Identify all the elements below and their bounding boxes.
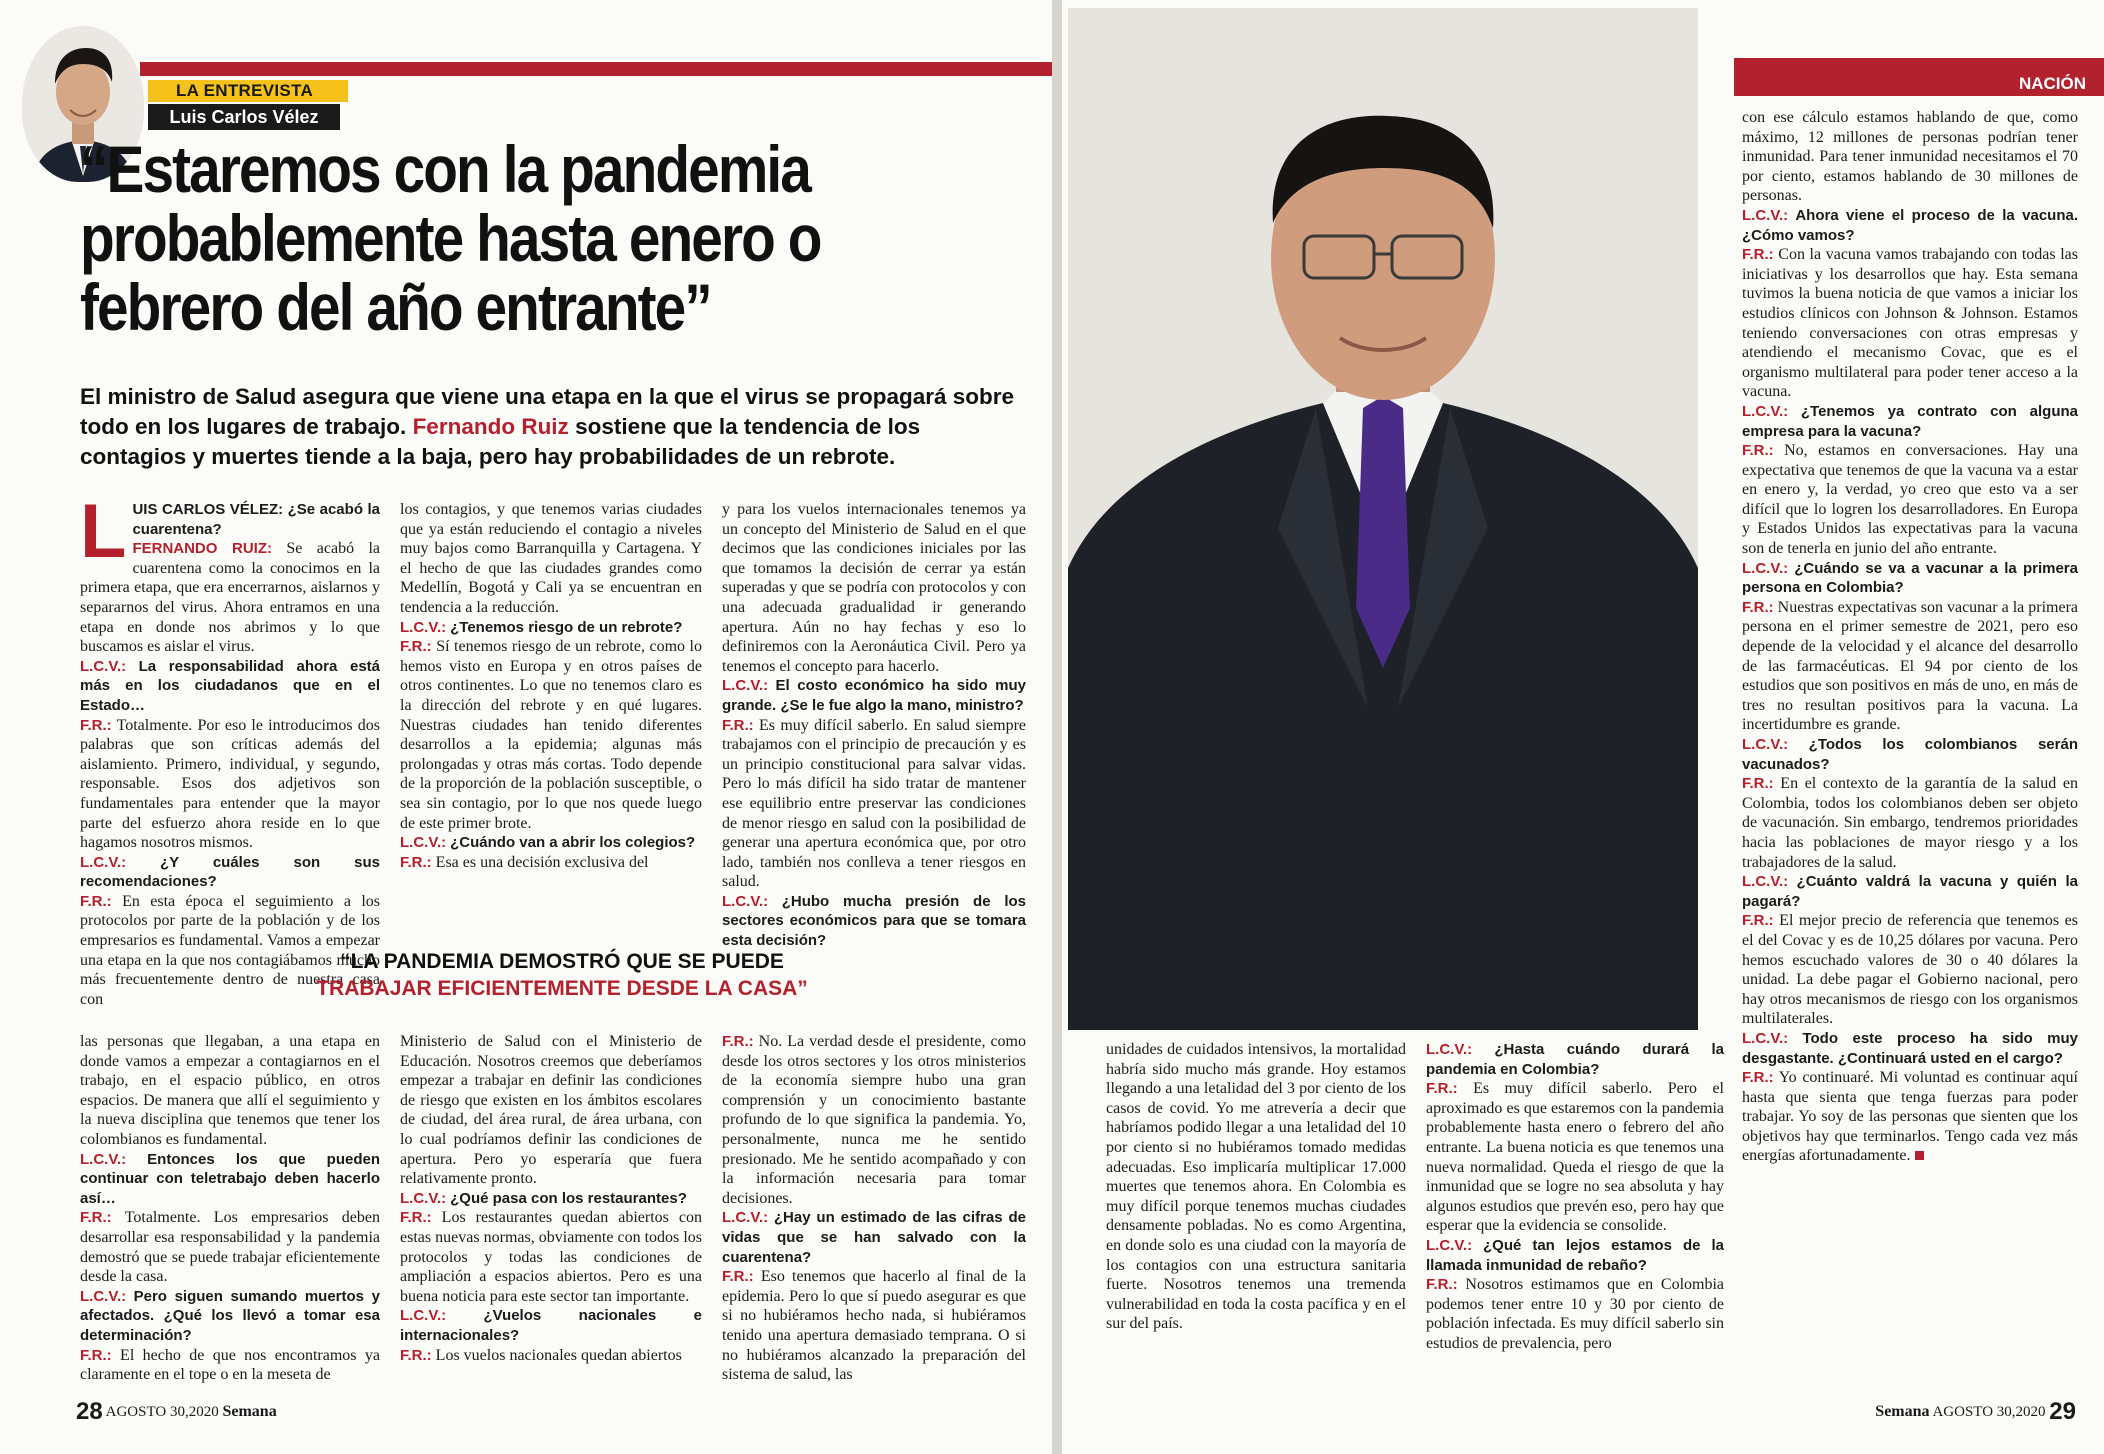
question-label: L.C.V.: <box>80 853 127 871</box>
question-label: L.C.V.: <box>1742 559 1789 577</box>
paragraph <box>722 1267 1026 1385</box>
question: Entonces los que pueden continuar con teletrabajo deben hacerlo así… <box>80 1150 380 1207</box>
answer: El hecho de que nos encontramos ya claramente en el tope o en la meseta de <box>80 1346 380 1384</box>
headline: “Estaremos con la pandemia probablemente hasta enero o febrero del año entrante” <box>80 132 821 344</box>
answer: Sí tenemos riesgo de un rebrote, como lo hemos visto en Europa y en otros países de otros continentes. Lo que no tenemos claro es la dirección del rebrote y en qué lugares. Nuestras ciudades han tenido diferentes desarrollos a la epidemia; algunas más prolongadas y otras más cortas. Todo depende de la proporción de la población susceptible, o sea sin contagio, por lo que nos quede luego de este primer brote. <box>400 638 702 832</box>
question-label: L.C.V.: <box>1426 1236 1473 1254</box>
byline: Luis Carlos Vélez <box>148 104 340 130</box>
column-2-lower <box>400 1032 702 1365</box>
question: ¿Qué tan lejos estamos de la llamada inmunidad de rebaño? <box>1426 1236 1725 1274</box>
right-column <box>1742 108 2078 1166</box>
answer-label: F.R.: <box>400 853 432 871</box>
paragraph <box>80 489 380 657</box>
answer: Yo continuaré. Mi voluntad es continuar aquí hasta que sienta que tenga fuerzas para poder trabajar. Yo soy de las personas que sienten que los objetivos hay que terminarlos. Tengo cada vez más energías afortunadamente. <box>1742 1069 2078 1165</box>
question-label: L.C.V.: <box>722 1209 769 1227</box>
question-label: L.C.V.: <box>80 1287 127 1305</box>
answer-label: F.R.: <box>722 716 754 734</box>
paragraph <box>1426 1079 1724 1236</box>
right-red-rule <box>1734 58 2104 72</box>
answer-label: F.R.: <box>80 892 112 910</box>
answer-label: F.R.: <box>722 1033 754 1050</box>
answer-label: F.R.: <box>1742 1069 1774 1087</box>
question: ¿Hay un estimado de las cifras de vidas que se han salvado con la cuarentena? <box>722 1209 1026 1266</box>
question-label: L.C.V.: <box>722 892 769 910</box>
question-label: L.C.V.: <box>1742 206 1789 224</box>
issue-date: AGOSTO 30,2020 <box>105 1404 219 1420</box>
paragraph <box>1742 872 2078 911</box>
answer: Nosotros estimamos que en Colombia podemos tener entre 10 y 30 por ciento de población infectada. Es muy difícil saberlo sin estudios de prevalencia, pero <box>1426 1276 1724 1352</box>
answer: En el contexto de la garantía de la salud en Colombia, todos los colombianos deben ser objeto de vacunación. Sin embargo, tendremos prioridades hacia las poblaciones de mayor riesgo y a los trabajadores de la salud. <box>1742 775 2078 871</box>
question: ¿Hubo mucha presión de los sectores económicos para que se tomara esta decisión? <box>722 892 1027 950</box>
section-kicker: LA ENTREVISTA <box>148 80 348 102</box>
paragraph: unidades de cuidados intensivos, la mortalidad habría sido mucho más grande. Hoy estamos llegando a una letalidad del 3 por ciento de los casos de covid. Yo me atrevería a decir que habríamos podido llegar a una letalidad del 10 por ciento si no hubiéramos tomado medidas adecuadas. Eso implicaría multiplicar 17.000 muertes que tenemos ahora. En Colombia es muy difícil porque tenemos muchas ciudades densamente pobladas. No es como Argentina, en donde solo es una ciudad con la mayoría de los contagios con una estructura sanitaria fuerte. Nosotros tenemos una tremenda vulnerabilidad en toda la costa pacífica y en el sur del país. <box>1106 1041 1406 1333</box>
dek-part-1: El ministro de Salud asegura que viene una etapa en la que el virus se propagará sobre todo en los lugares de trabajo. <box>80 384 1015 439</box>
paragraph: y para los vuelos internacionales tenemos ya un concepto del Ministerio de Salud en el que decimos que las condiciones iniciales por las que tomamos la decisión de cerrar ya están superadas y que se podría con protocolos y con una adecuada gradualidad ir generando apertura. Aún no hay fechas y eso lo definiremos con la Aeronáutica Civil. Pero ya tenemos el concepto para hacerlo. <box>722 501 1026 675</box>
answer-label: F.R.: <box>1742 442 1774 460</box>
question-label: L.C.V.: <box>400 618 447 636</box>
answer-label: F.R.: <box>400 1346 432 1364</box>
page-number: 29 <box>2049 1398 2076 1425</box>
photo-credit: FOTO: JUAN CARLOS SIERRA <box>1682 762 1691 880</box>
paragraph <box>1742 441 2078 559</box>
answer: Es muy difícil saberlo. Pero el aproximado es que estaremos con la pandemia probablemente hasta enero o febrero del año entrante. La buena noticia es que tenemos una nueva normalidad. Queda el riesgo de que la inmunidad que se logre no sea absoluta y hay algunos estudios que prevén eso, pero hay que esperar que la evidencia se consolide. <box>1426 1080 1724 1235</box>
paragraph <box>80 657 380 716</box>
question: ¿Y cuáles son sus recomendaciones? <box>80 853 380 891</box>
question: Todo este proceso ha sido muy desgastante. ¿Continuará usted en el cargo? <box>1742 1029 2078 1067</box>
paragraph <box>1742 206 2078 245</box>
question-label: L.C.V.: <box>1742 873 1789 891</box>
answer-label: F.R.: <box>1742 246 1774 264</box>
answer-label: F.R.: <box>722 1268 754 1286</box>
question: ¿Vuelos nacionales e internacionales? <box>400 1307 703 1344</box>
paragraph <box>1742 559 2078 598</box>
answer: El mejor precio de referencia que tenemos es el del Covac y es de 10,25 dólares por vacuna. Pero hemos escuchado valores de 30 o 40 dólares la unidad. La debe pagar el Gobierno nacional, pero hay otros mecanismos de riesgo con los organismos multilaterales. <box>1742 912 2078 1028</box>
question: Pero siguen sumando muertos y afectados. ¿Qué los llevó a tomar esa determinación? <box>80 1287 380 1344</box>
paragraph <box>1426 1236 1724 1275</box>
folio-left <box>76 1398 277 1426</box>
column-2-upper <box>400 500 702 872</box>
paragraph <box>1742 735 2078 774</box>
issue-date: AGOSTO 30,2020 <box>1932 1404 2046 1420</box>
pull-quote-line-1: “LA PANDEMIA DEMOSTRÓ QUE SE PUEDE <box>340 950 784 973</box>
question-label: L.C.V.: <box>80 657 127 675</box>
paragraph <box>1742 1029 2078 1068</box>
question-label: L.C.V.: <box>722 677 769 695</box>
answer: Totalmente. Por eso le introducimos dos palabras que son críticas además del aislamiento. Primero, individual, y segundo, responsable. Esos dos adjetivos son fundamentales para entender que la mayor parte del esfuerzo ahora reside en lo que hagamos nosotros mismos. <box>80 716 380 852</box>
top-red-rule <box>140 62 1052 76</box>
folio-right <box>1875 1398 2076 1426</box>
question: ¿Tenemos ya contrato con alguna empresa para la vacuna? <box>1742 402 2079 440</box>
paragraph <box>722 1208 1026 1267</box>
paragraph <box>80 1150 380 1209</box>
question: El costo económico ha sido muy grande. ¿Se le fue algo la mano, ministro? <box>722 677 1026 714</box>
question: Ahora viene el proceso de la vacuna. ¿Cómo vamos? <box>1742 206 2079 244</box>
paragraph <box>1742 774 2078 872</box>
paragraph <box>722 676 1026 715</box>
end-mark-icon <box>1915 1151 1924 1160</box>
paragraph <box>400 1346 702 1366</box>
column-3-upper <box>722 500 1026 951</box>
answer: Los vuelos nacionales quedan abiertos <box>431 1346 682 1364</box>
paragraph <box>80 716 380 853</box>
section-tag: NACIÓN <box>1734 72 2104 96</box>
answer: Es muy difícil saberlo. En salud siempre trabajamos con el principio de precaución y es un principio constitucional para salvar vidas. Pero lo más difícil ha sido tratar de mantener ese equilibrio entre preservar las condiciones de menor riesgo en salud con la posibilidad de generar una apertura económica que, por otro lado, también nos conlleva a tener riesgos en salud. <box>722 716 1026 891</box>
column-1-upper <box>80 489 381 1009</box>
pull-quote-line-2: TRABAJAR EFICIENTEMENTE DESDE LA CASA” <box>316 977 808 1000</box>
paragraph <box>400 637 702 833</box>
question-label: L.C.V.: <box>1742 736 1789 753</box>
bottom-column-2 <box>1426 1040 1724 1354</box>
paragraph <box>400 833 702 853</box>
answer: No. La verdad desde el presidente, como desde los otros sectores y los otros ministerios de la economía siempre hubo una gran comprensión y un conocimiento bastante profundo de lo que significa la pandemia. Yo, personalmente, nunca me he sentido presionado. Me he sentido acompañado y con la información necesaria para tomar decisiones. <box>722 1033 1026 1207</box>
paragraph <box>1426 1040 1724 1079</box>
answer: Se acabó la cuarentena como la conocimos en la primera etapa, que era encerrarnos, aislarnos y separarnos del virus. Ahora entramos en una etapa en donde nos abrimos y lo que buscamos es aislar el virus. <box>80 540 380 656</box>
answer-label: FERNANDO RUIZ: <box>132 540 272 558</box>
answer: Con la vacuna vamos trabajando con todas las iniciativas y los desarrollos que hay. Esta semana tuvimos la buena noticia de que vamos a iniciar los estudios clínicos con Johnson & Johnson. Estamos teniendo conversaciones con otras empresas y atendiendo el mecanismo Covac, que es el organismo multilateral para poder tener acceso a la vacuna. <box>1742 246 2078 401</box>
answer-label: F.R.: <box>400 638 432 656</box>
question-label: L.C.V.: <box>400 1189 447 1207</box>
answer: Esa es una decisión exclusiva del <box>431 853 649 871</box>
paragraph <box>1742 911 2078 1029</box>
pull-quote <box>292 948 832 1002</box>
paragraph: Ministerio de Salud con el Ministerio de Educación. Nosotros creemos que deberíamos empezar a trabajar en definir las condiciones de riesgo que existen en los ámbitos escolares de ciudad, del área rural, de área urbana, con lo cual podríamos definir las condiciones de apertura. Pero yo esperaría que fuera relativamente pronto. <box>400 1033 702 1188</box>
paragraph <box>722 892 1026 951</box>
paragraph: las personas que llegaban, a una etapa en donde vamos a empezar a contagiarnos en el trabajo, en el espacio público, en otros espacios. De manera que allí el seguimiento y la nueva disciplina que tenemos que tener los colombianos es fundamental. <box>80 1033 380 1148</box>
paragraph <box>400 1306 702 1345</box>
paragraph <box>80 1346 380 1385</box>
paragraph: con ese cálculo estamos hablando de que, como máximo, 12 millones de personas podrían tener inmunidad. Para tener inmunidad necesitamos el 70 por ciento, estamos hablando de 30 millones de personas. <box>1742 109 2078 205</box>
paragraph <box>80 1208 380 1286</box>
paragraph <box>400 1208 702 1306</box>
question-label: L.C.V.: <box>1742 1029 1789 1047</box>
right-page <box>1062 0 2104 1454</box>
answer-label: F.R.: <box>1742 775 1774 793</box>
page-number: 28 <box>76 1398 103 1425</box>
question: ¿Hasta cuándo durará la pandemia en Colombia? <box>1426 1041 1724 1078</box>
drop-cap: L <box>80 489 127 574</box>
answer: En esta época el seguimiento a los protocolos por parte de la población y de los empresarios es fundamental. Vamos a empezar una etapa en la que nos contagiábamos mucho más frecuentemente dentro de nuestra casa con <box>80 892 380 1008</box>
paragraph <box>722 1032 1026 1208</box>
question: ¿Cuándo se va a vacunar a la primera persona en Colombia? <box>1742 559 2078 597</box>
answer-label: F.R.: <box>1426 1276 1458 1294</box>
column-3-lower <box>722 1032 1026 1385</box>
question: ¿Todos los colombianos serán vacunados? <box>1742 736 2078 773</box>
question-label: L.C.V.: <box>80 1150 127 1168</box>
question: ¿Cuándo van a abrir los colegios? <box>450 834 696 852</box>
question-label: L.C.V.: <box>1742 402 1789 420</box>
column-1-lower <box>80 1032 380 1385</box>
paragraph <box>400 853 702 873</box>
magazine-name: Semana <box>1875 1403 1930 1420</box>
paragraph <box>1742 598 2078 735</box>
answer-label: F.R.: <box>1742 598 1774 616</box>
answer-label: F.R.: <box>400 1209 432 1227</box>
paragraph <box>1742 245 2078 402</box>
question: La responsabilidad ahora está más en los ciudadanos que en el Estado… <box>80 657 381 714</box>
answer-label: F.R.: <box>80 1209 112 1227</box>
answer: No, estamos en conversaciones. Hay una expectativa que tenemos de que la vacuna va a estar en enero y, la verdad, yo creo que esto va a ser difícil que lo logren los desarrolladores. En Europa y Estados Unidos las expectativas para la vacuna son de tenerla en junio del año entrante. <box>1742 442 2078 558</box>
paragraph <box>1742 402 2078 441</box>
question: ¿Tenemos riesgo de un rebrote? <box>450 618 683 636</box>
answer-label: F.R.: <box>80 1346 112 1364</box>
question-label: L.C.V.: <box>1426 1041 1473 1058</box>
dek-part-2: sostiene que la tendencia de los contagios y muertes tiende a la baja, pero hay probabilidades de un rebrote. <box>80 414 921 469</box>
answer: Totalmente. Los empresarios deben desarrollar esa responsabilidad y la pandemia demostró que se puede trabajar eficientemente desde la casa. <box>80 1209 380 1286</box>
paragraph <box>1742 1068 2078 1166</box>
question: ¿Cuánto valdrá la vacuna y quién la pagará? <box>1742 873 2079 910</box>
portrait-photo <box>1068 8 1698 1030</box>
paragraph: los contagios, y que tenemos varias ciudades que ya están reduciendo el contagio a niveles muy bajos como Barranquilla y Cartagena. Y el hecho de que las ciudades grandes como Medellín, Bogotá y Cali ya se encuentran en tendencia a la reducción. <box>400 501 702 616</box>
bottom-column-1 <box>1106 1040 1406 1334</box>
answer: Nuestras expectativas son vacunar a la primera persona en el primer semestre de 2021, pero eso depende de la velocidad y el alcance del desarrollo de las farmacéuticas. El 94 por ciento de los estudios que son positivos en más de uno, en más de tres no resultan positivos para la vacuna. La incertidumbre es grande. <box>1742 598 2078 734</box>
paragraph <box>80 1287 380 1346</box>
page-gutter <box>1052 0 1062 1454</box>
paragraph <box>400 618 702 638</box>
paragraph <box>80 853 380 892</box>
question: ¿Qué pasa con los restaurantes? <box>450 1189 687 1207</box>
answer: Los restaurantes quedan abiertos con estas nuevas normas, obviamente con todos los protocolos y todas las condiciones de ampliación a espacios abiertos. Pero es una buena noticia para este sector tan importante. <box>400 1209 702 1305</box>
paragraph <box>722 716 1026 892</box>
answer-label: F.R.: <box>1742 912 1774 930</box>
paragraph <box>400 1189 702 1209</box>
question: UIS CARLOS VÉLEZ: ¿Se acabó la cuarentena? <box>132 501 380 538</box>
question-label: L.C.V.: <box>400 834 447 852</box>
paragraph <box>1426 1275 1724 1353</box>
question-label: L.C.V.: <box>400 1307 447 1325</box>
answer: Eso tenemos que hacerlo al final de la epidemia. Pero lo que sí puedo asegurar es que si no hubiéramos hecho nada, si hubiéramos tenido una apertura demasiado temprana. O si no hubiéramos alcanzado la preparación del sistema de salud, las <box>722 1268 1026 1384</box>
answer-label: F.R.: <box>80 716 112 734</box>
dek-highlight: Fernando Ruiz <box>412 414 569 439</box>
dek <box>80 382 1020 472</box>
magazine-name: Semana <box>222 1403 277 1420</box>
answer-label: F.R.: <box>1426 1080 1458 1098</box>
